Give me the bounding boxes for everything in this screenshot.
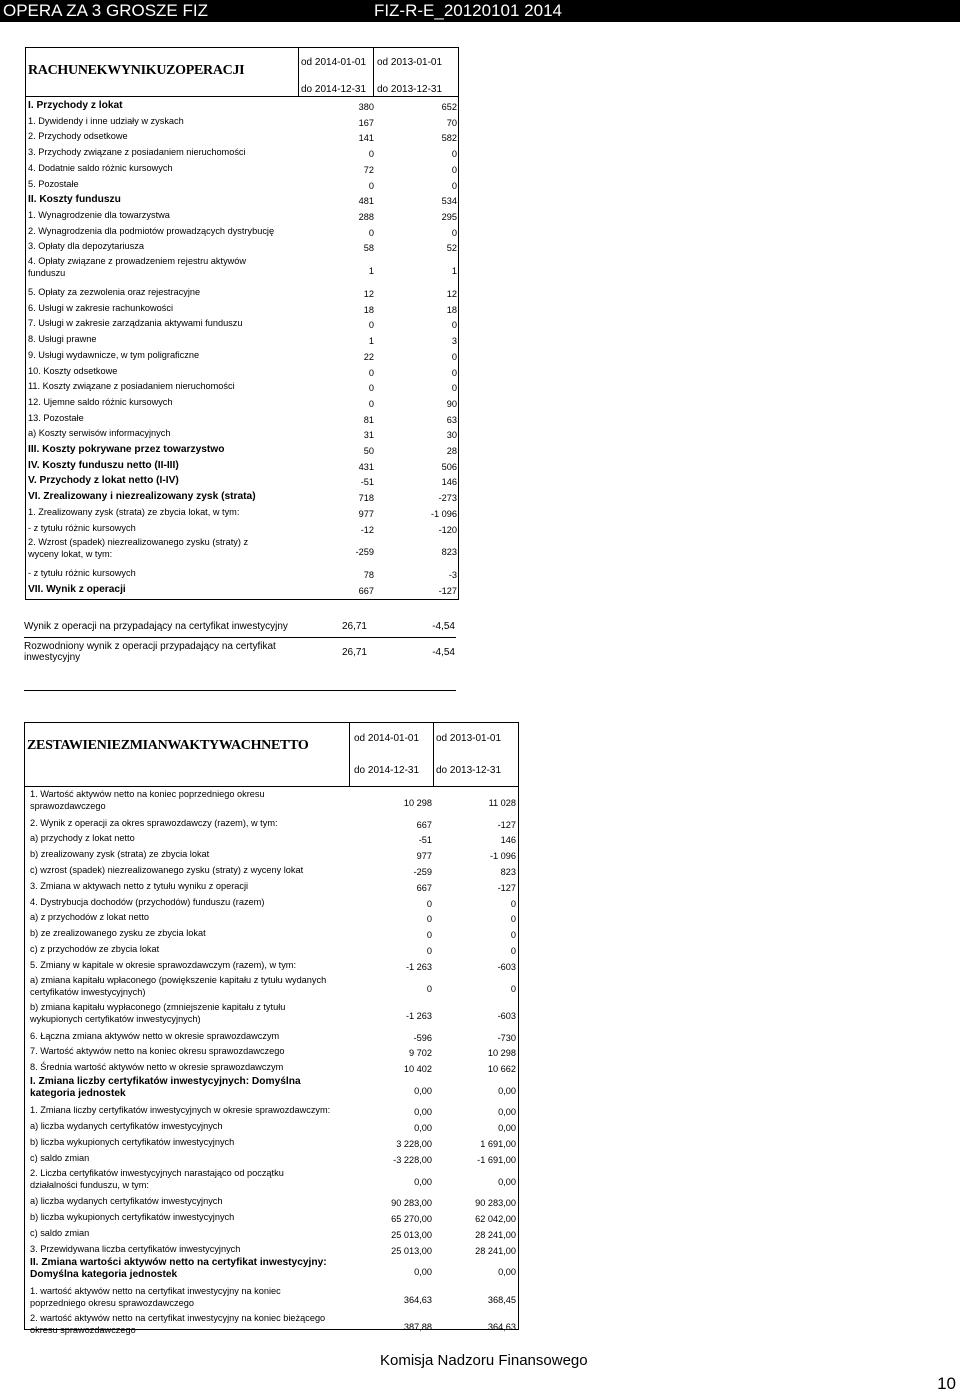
row-value-2013: 90 283,00 <box>475 1198 516 1209</box>
row-label: III. Koszty pokrywane przez towarzystwo <box>28 444 225 455</box>
table-row <box>26 144 458 160</box>
row-value-2013: 0,00 <box>498 1085 516 1096</box>
row-value-2013: -127 <box>497 819 516 830</box>
period1-to: do 2014-12-31 <box>301 84 367 95</box>
row-value-2014: 65 270,00 <box>391 1213 432 1224</box>
row-value-2014: 0 <box>426 914 432 925</box>
table-row <box>26 300 458 316</box>
row-value-2013: -603 <box>497 1011 516 1021</box>
row-label: 7. Usługi w zakresie zarządzania aktywami funduszu <box>28 318 243 329</box>
row-value-2013: 0 <box>451 383 457 394</box>
table-row <box>25 941 518 957</box>
row-label: 1. Zrealizowany zysk (strata) ze zbycia lokat, w tym: <box>28 506 240 517</box>
table-row <box>26 128 458 144</box>
table-row <box>26 441 458 457</box>
row-value-2014: 1 <box>368 266 374 276</box>
table-row <box>26 488 458 504</box>
table-row <box>25 1311 518 1339</box>
row-value-2014: 0 <box>368 180 374 191</box>
table-row <box>25 1043 518 1059</box>
row-value-2013: 0 <box>451 320 457 331</box>
table-row <box>26 363 458 379</box>
row-value-2014: -1 263 <box>405 1011 432 1021</box>
table-row <box>25 1225 518 1241</box>
row-value-2014: 22 <box>363 351 374 362</box>
table-row <box>26 410 458 426</box>
table-row <box>26 238 458 254</box>
row-value-2013: 18 <box>446 304 457 315</box>
income-statement-table <box>25 47 459 600</box>
row-value-2014: 667 <box>416 819 432 830</box>
table-row <box>25 1075 518 1103</box>
row-value-2013: 0 <box>510 898 516 909</box>
row-value-2014: 667 <box>416 882 432 893</box>
row-value-2013: 63 <box>446 414 457 425</box>
row-label: V. Przychody z lokat netto (I-IV) <box>28 475 179 487</box>
table-row <box>25 894 518 910</box>
table-row <box>25 909 518 925</box>
row-value-2013: 0 <box>510 914 516 925</box>
table-row <box>26 191 458 207</box>
row-label: II. Zmiana wartości aktywów netto na certyfikat inwestycyjny: Domyślna kategoria jednostek <box>30 1257 327 1281</box>
row-value-2014: -1 263 <box>405 961 432 972</box>
period1-from: od 2014-01-01 <box>354 733 420 744</box>
row-label: IV. Koszty funduszu netto (II-III) <box>28 459 179 471</box>
table-row <box>26 160 458 176</box>
row-label: 4. Opłaty związane z prowadzeniem rejestru aktywów funduszu <box>28 256 247 278</box>
row-value-2014: 0,00 <box>414 1123 432 1134</box>
row-label: 9. Usługi wydawnicze, w tym poligraficzne <box>28 349 200 360</box>
row-label: a) zmiana kapitału wpłaconego (powiększenie kapitału z tytułu wydanych certyfikatów inwestycyjnych) <box>30 974 327 997</box>
row-value-2014: 0,00 <box>414 1107 432 1118</box>
table-row <box>25 925 518 941</box>
net-assets-table <box>24 722 519 1336</box>
row-label: 5. Opłaty za zezwolenia oraz rejestracyjne <box>28 287 201 297</box>
row-value-2013: 52 <box>446 243 457 254</box>
row-value-2014: 10 402 <box>403 1064 432 1075</box>
document-code: FIZ-R-E_20120101 2014 <box>373 1 562 20</box>
table-row <box>26 223 458 239</box>
row-value-2014: 667 <box>358 585 374 596</box>
period1-to: do 2014-12-31 <box>354 765 420 776</box>
table-row <box>25 1193 518 1209</box>
table-row <box>26 472 458 488</box>
row-value-2013: -730 <box>497 1032 516 1043</box>
page-number: 10 <box>937 1374 956 1393</box>
table-row <box>26 565 458 581</box>
row-value-2013: 146 <box>500 835 516 846</box>
row-value-2013: 0,00 <box>498 1107 516 1118</box>
table-row <box>26 394 458 410</box>
table-row <box>25 1209 518 1225</box>
row-value-2013: 0 <box>510 930 516 941</box>
row-label: a) z przychodów z lokat netto <box>30 912 149 923</box>
row-label: 8. Usługi prawne <box>28 334 97 345</box>
row-label: 3. Przewidywana liczba certyfikatów inwestycyjnych <box>30 1243 241 1254</box>
row-label: 6. Łączna zmiana aktywów netto w okresie sprawozdawczym <box>30 1030 280 1041</box>
row-value-2013: 30 <box>446 430 457 441</box>
row-value-2014: 481 <box>358 196 374 207</box>
row-label: a) Koszty serwisów informacyjnych <box>28 428 171 439</box>
page-header-bar <box>0 0 960 22</box>
table-row <box>26 97 458 113</box>
row-value-2014: 141 <box>358 133 374 144</box>
period2-to: do 2013-12-31 <box>377 84 443 95</box>
row-value-2014: 81 <box>363 414 374 425</box>
row-value-2014: -51 <box>418 835 432 846</box>
row-value-2014: 0,00 <box>414 1176 432 1187</box>
row-label: 2. Wynik z operacji za okres sprawozdawczy (razem), w tym: <box>30 817 278 828</box>
table-row <box>25 973 518 1001</box>
row-value-2014: 718 <box>358 493 374 504</box>
row-label: b) zrealizowany zysk (strata) ze zbycia lokat <box>30 849 210 860</box>
row-label: 1. wartość aktywów netto na certyfikat inwestycyjny na koniec poprzedniego okresu sprawozdawczego <box>30 1285 281 1308</box>
row-value-2013: -1 096 <box>430 508 457 519</box>
row-value-2014: -596 <box>413 1032 432 1043</box>
row-label: b) ze zrealizowanego zysku ze zbycia lokat <box>30 928 206 939</box>
table-row <box>25 1284 518 1312</box>
row-value-2014: 0,00 <box>414 1085 432 1096</box>
row-value-2013: 12 <box>446 289 457 299</box>
table-row <box>26 378 458 394</box>
row-label: 4. Dodatnie saldo różnic kursowych <box>28 162 173 173</box>
row-value-2014: 0 <box>426 945 432 956</box>
row-value-2014: 977 <box>358 508 374 519</box>
row-label: a) liczba wydanych certyfikatów inwestycyjnych <box>30 1196 223 1207</box>
row-label: 2. Przychody odsetkowe <box>28 131 128 142</box>
row-value-2013: 364,63 <box>487 1322 516 1333</box>
row-label: 1. Dywidendy i inne udziały w zyskach <box>28 115 184 126</box>
table-row <box>25 1150 518 1166</box>
table-row <box>25 1059 518 1075</box>
row-value-2014: 0 <box>426 930 432 941</box>
row-label: c) saldo zmian <box>30 1227 90 1238</box>
row-value-2014: 1 <box>368 336 374 347</box>
row-value-2013: 146 <box>441 477 457 488</box>
table-row <box>26 535 458 565</box>
row-value-2014: 364,63 <box>403 1294 432 1305</box>
row-label: 3. Przychody związane z posiadaniem nieruchomości <box>28 147 246 158</box>
row-value-2014: 58 <box>363 243 374 254</box>
row-value-2013: 28 241,00 <box>475 1229 516 1240</box>
table-row <box>25 957 518 973</box>
row-label: b) liczba wykupionych certyfikatów inwestycyjnych <box>30 1211 235 1222</box>
row-value-2014: 26,71 <box>341 621 367 632</box>
row-value-2014: 167 <box>358 117 374 128</box>
table-row <box>25 1000 518 1028</box>
row-value-2014: 0 <box>368 227 374 238</box>
row-value-2013: 368,45 <box>487 1294 516 1305</box>
row-value-2014: 0,00 <box>414 1267 432 1278</box>
table-row <box>26 504 458 520</box>
row-value-2013: -4,54 <box>432 647 455 658</box>
row-value-2013: 0,00 <box>498 1176 516 1187</box>
table-row <box>25 1028 518 1044</box>
row-label: 11. Koszty związane z posiadaniem nieruchomości <box>28 381 235 392</box>
row-label: b) zmiana kapitału wypłaconego (zmniejszenie kapitału z tytułu wykupionych certyfikatów inwestycyjnych) <box>30 1002 286 1024</box>
row-value-2013: -120 <box>438 524 457 535</box>
row-value-2014: 0 <box>368 367 374 378</box>
row-label: 5. Zmiany w kapitale w okresie sprawozdawczym (razem), w tym: <box>30 959 296 970</box>
row-value-2014: -12 <box>360 524 374 535</box>
row-label: a) przychody z lokat netto <box>30 833 135 844</box>
row-label: 2. wartość aktywów netto na certyfikat inwestycyjny na koniec bieżącego okresu sprawozdawczego <box>30 1313 326 1336</box>
row-label: Rozwodniony wynik z operacji przypadający na certyfikat inwestycyjny <box>24 641 276 663</box>
row-label: II. Koszty funduszu <box>28 194 121 206</box>
row-value-2013: -1 096 <box>489 851 516 862</box>
table-row <box>26 284 458 300</box>
row-value-2013: 90 <box>446 398 457 409</box>
row-label: c) saldo zmian <box>30 1152 90 1163</box>
row-value-2014: -51 <box>360 477 374 488</box>
period1-from: od 2014-01-01 <box>301 57 367 68</box>
row-value-2013: -4,54 <box>432 621 455 632</box>
row-value-2013: 62 042,00 <box>475 1213 516 1224</box>
table-row <box>26 457 458 473</box>
row-value-2013: 652 <box>441 102 457 112</box>
row-value-2014: 288 <box>358 211 374 222</box>
row-value-2014: 0 <box>368 383 374 394</box>
row-label: VI. Zrealizowany i niezrealizowany zysk (strata) <box>28 491 256 503</box>
row-value-2014: 26,71 <box>341 647 367 658</box>
row-value-2013: 1 691,00 <box>480 1139 516 1149</box>
table-row <box>24 615 456 637</box>
row-value-2013: 534 <box>441 196 457 207</box>
row-label: b) liczba wykupionych certyfikatów inwestycyjnych <box>30 1137 235 1147</box>
table-row <box>24 637 456 691</box>
row-label: 7. Wartość aktywów netto na koniec okresu sprawozdawczego <box>30 1046 285 1057</box>
row-label: I. Przychody z lokat <box>28 100 123 111</box>
table-row <box>25 862 518 878</box>
row-value-2014: -259 <box>355 547 374 558</box>
row-value-2013: 1 <box>451 266 457 276</box>
row-label: VII. Wynik z operacji <box>28 583 126 595</box>
row-value-2013: 0 <box>510 983 516 994</box>
row-value-2014: 9 702 <box>409 1048 432 1059</box>
table-row <box>25 878 518 894</box>
row-value-2013: 0,00 <box>498 1123 516 1134</box>
row-value-2013: 28 241,00 <box>475 1245 516 1256</box>
row-value-2014: 380 <box>358 102 374 112</box>
row-label: 2. Liczba certyfikatów inwestycyjnych narastająco od początku działalności funduszu, w tym: <box>30 1167 284 1190</box>
row-value-2013: -3 <box>448 570 457 581</box>
table-row <box>26 176 458 192</box>
row-value-2014: 90 283,00 <box>391 1198 432 1209</box>
row-value-2013: 0 <box>451 227 457 238</box>
table-row <box>26 520 458 536</box>
row-label: 10. Koszty odsetkowe <box>28 365 118 376</box>
table-row <box>25 1241 518 1257</box>
row-value-2014: 10 298 <box>403 798 432 808</box>
row-label: I. Zmiana liczby certyfikatów inwestycyjnych: Domyślna kategoria jednostek <box>30 1075 301 1099</box>
row-value-2014: 0 <box>368 149 374 160</box>
document-title: OPERA ZA 3 GROSZE FIZ <box>3 1 208 20</box>
row-value-2013: 582 <box>441 133 457 144</box>
row-label: a) liczba wydanych certyfikatów inwestycyjnych <box>30 1121 223 1132</box>
row-value-2013: -1 691,00 <box>477 1154 516 1165</box>
row-label: 8. Średnia wartość aktywów netto w okresie sprawozdawczym <box>30 1062 284 1073</box>
row-value-2013: 0,00 <box>498 1267 516 1278</box>
row-value-2013: 0 <box>451 164 457 175</box>
row-label: 1. Zmiana liczby certyfikatów inwestycyjnych w okresie sprawozdawczym: <box>30 1105 331 1116</box>
row-label: c) wzrost (spadek) niezrealizowanego zysku (straty) z wyceny lokat <box>30 864 304 875</box>
row-label: 4. Dystrybucja dochodów (przychodów) funduszu (razem) <box>30 896 265 907</box>
row-value-2014: 78 <box>363 570 374 581</box>
row-value-2014: 50 <box>363 446 374 456</box>
row-value-2014: 0 <box>426 898 432 909</box>
row-value-2013: 0 <box>451 149 457 160</box>
row-value-2014: 25 013,00 <box>391 1229 432 1240</box>
row-value-2014: 431 <box>358 461 374 472</box>
row-value-2014: 72 <box>363 164 374 175</box>
row-value-2013: 10 662 <box>487 1064 516 1075</box>
row-label: 13. Pozostałe <box>28 412 84 423</box>
row-label: 12. Ujemne saldo różnic kursowych <box>28 396 173 407</box>
row-label: 1. Wynagrodzenie dla towarzystwa <box>28 209 170 220</box>
period2-from: od 2013-01-01 <box>436 733 502 744</box>
table-row <box>26 207 458 223</box>
row-value-2014: 977 <box>416 851 432 862</box>
row-label: 6. Usługi w zakresie rachunkowości <box>28 302 174 313</box>
row-value-2014: 0 <box>368 320 374 331</box>
table-row <box>26 113 458 129</box>
footer-text: Komisja Nadzoru Finansowego <box>380 1352 588 1369</box>
row-value-2014: 0 <box>368 398 374 409</box>
table-row <box>25 846 518 862</box>
table-row <box>26 425 458 441</box>
row-value-2014: 31 <box>363 430 374 441</box>
row-label: - z tytułu różnic kursowych <box>28 568 136 579</box>
net-assets-title: ZESTAWIENIEZMIANWAKTYWACHNETTO <box>27 738 309 753</box>
row-label: 3. Opłaty dla depozytariusza <box>28 241 144 252</box>
row-value-2013: 506 <box>441 461 457 472</box>
row-value-2013: 823 <box>500 866 516 877</box>
table-row <box>25 1118 518 1134</box>
row-value-2013: -273 <box>438 493 457 504</box>
row-value-2013: 295 <box>441 211 457 222</box>
row-label: 3. Zmiana w aktywach netto z tytułu wyniku z operacji <box>30 880 249 891</box>
row-value-2013: 0 <box>510 945 516 956</box>
row-value-2013: 0 <box>451 367 457 378</box>
row-value-2013: 70 <box>446 117 457 128</box>
row-value-2014: 0 <box>426 983 432 994</box>
row-value-2013: 0 <box>451 351 457 362</box>
table-row <box>25 1166 518 1194</box>
table-row <box>25 815 518 831</box>
row-value-2014: 387,88 <box>403 1322 432 1333</box>
row-value-2013: -603 <box>497 961 516 972</box>
row-value-2013: -127 <box>497 882 516 893</box>
row-value-2013: -127 <box>438 585 457 596</box>
row-value-2014: -259 <box>413 866 432 877</box>
row-value-2014: -3 228,00 <box>393 1154 432 1165</box>
row-value-2013: 823 <box>441 547 457 558</box>
table-row <box>25 830 518 846</box>
row-value-2014: 18 <box>363 304 374 315</box>
row-value-2013: 11 028 <box>488 798 516 808</box>
row-label: 5. Pozostałe <box>28 178 79 189</box>
row-label: 2. Wynagrodzenia dla podmiotów prowadzących dystrybucję <box>28 225 275 236</box>
table-row <box>25 1102 518 1118</box>
row-label: 2. Wzrost (spadek) niezrealizowanego zysku (straty) z wyceny lokat, w tym: <box>28 537 249 560</box>
table-row <box>26 581 458 597</box>
row-value-2013: 10 298 <box>487 1048 516 1059</box>
row-value-2014: 12 <box>363 289 374 299</box>
table-row <box>26 331 458 347</box>
row-label: Wynik z operacji na przypadający na certyfikat inwestycyjny <box>24 621 288 632</box>
row-value-2013: 3 <box>451 336 457 347</box>
period2-to: do 2013-12-31 <box>436 765 502 776</box>
row-value-2014: 25 013,00 <box>391 1245 432 1256</box>
table-row <box>25 1134 518 1150</box>
row-label: c) z przychodów ze zbycia lokat <box>30 943 160 954</box>
table-row <box>25 787 518 815</box>
period2-from: od 2013-01-01 <box>377 57 443 68</box>
row-value-2013: 28 <box>446 446 457 456</box>
income-statement-title: RACHUNEKWYNIKUZOPERACJI <box>28 63 245 78</box>
row-label: 1. Wartość aktywów netto na koniec poprzedniego okresu sprawozdawczego <box>30 789 265 811</box>
table-row <box>25 1256 518 1284</box>
row-value-2014: 3 228,00 <box>396 1139 432 1149</box>
row-value-2013: 0 <box>451 180 457 191</box>
table-row <box>26 315 458 331</box>
row-label: - z tytułu różnic kursowych <box>28 522 136 533</box>
table-row <box>26 347 458 363</box>
table-row <box>26 254 458 284</box>
